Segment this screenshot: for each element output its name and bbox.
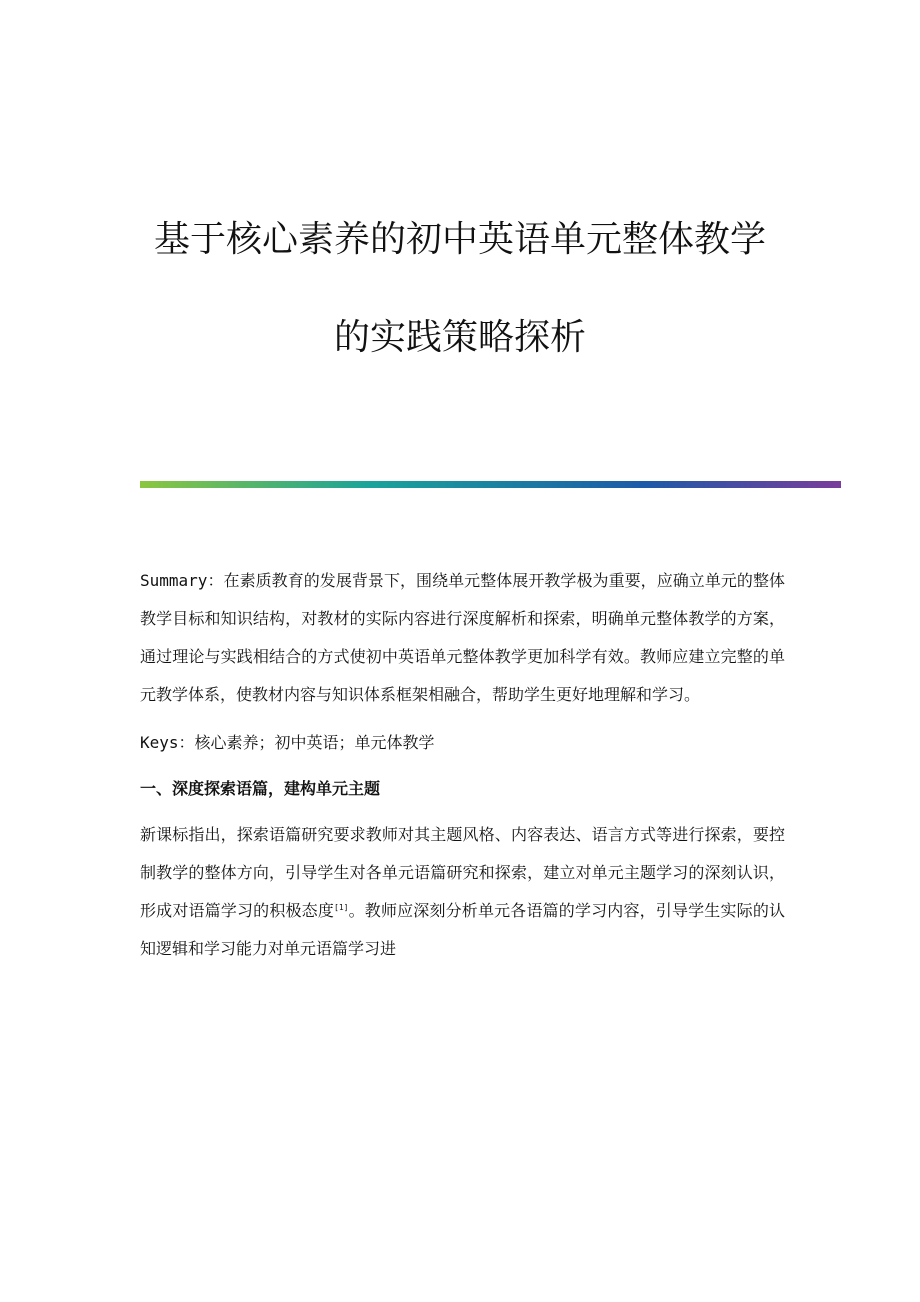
summary-label: Summary：: [140, 571, 224, 590]
document-body: [140, 562, 785, 968]
section-1-text-part-2: 。教师应深刻分析单元各语篇的学习内容，引导学生实际的认知逻辑和学习能力对单元语篇学习进: [140, 901, 785, 958]
title-divider-gradient-bar: [140, 481, 841, 488]
section-1-paragraph: [140, 816, 785, 968]
keywords-paragraph: [140, 724, 785, 762]
section-1-text-part-1: 新课标指出，探索语篇研究要求教师对其主题风格、内容表达、语言方式等进行探索，要控制教学的整体方向，引导学生对各单元语篇研究和探索，建立对单元主题学习的深刻认识，形成对语篇学习的积极态度: [140, 825, 785, 920]
document-title-line-2: 的实践策略探析: [333, 317, 586, 358]
summary-text: 在素质教育的发展背景下，围绕单元整体展开教学极为重要，应确立单元的整体教学目标和知识结构，对教材的实际内容进行深度解析和探索，明确单元整体教学的方案，通过理论与实践相结合的方式使初中英语单元整体教学更加科学有效。教师应建立完整的单元教学体系，使教材内容与知识体系框架相融合，帮助学生更好地理解和学习。: [140, 571, 785, 704]
document-title-line-1: 基于核心素养的初中英语单元整体教学: [153, 219, 766, 260]
keywords-label: Keys：: [140, 733, 195, 752]
section-1-heading: 一、深度探索语篇，建构单元主题: [140, 779, 381, 798]
citation-marker: [1]: [334, 903, 349, 912]
summary-paragraph: [140, 562, 785, 714]
keywords-text: 核心素养；初中英语；单元体教学: [194, 733, 435, 752]
